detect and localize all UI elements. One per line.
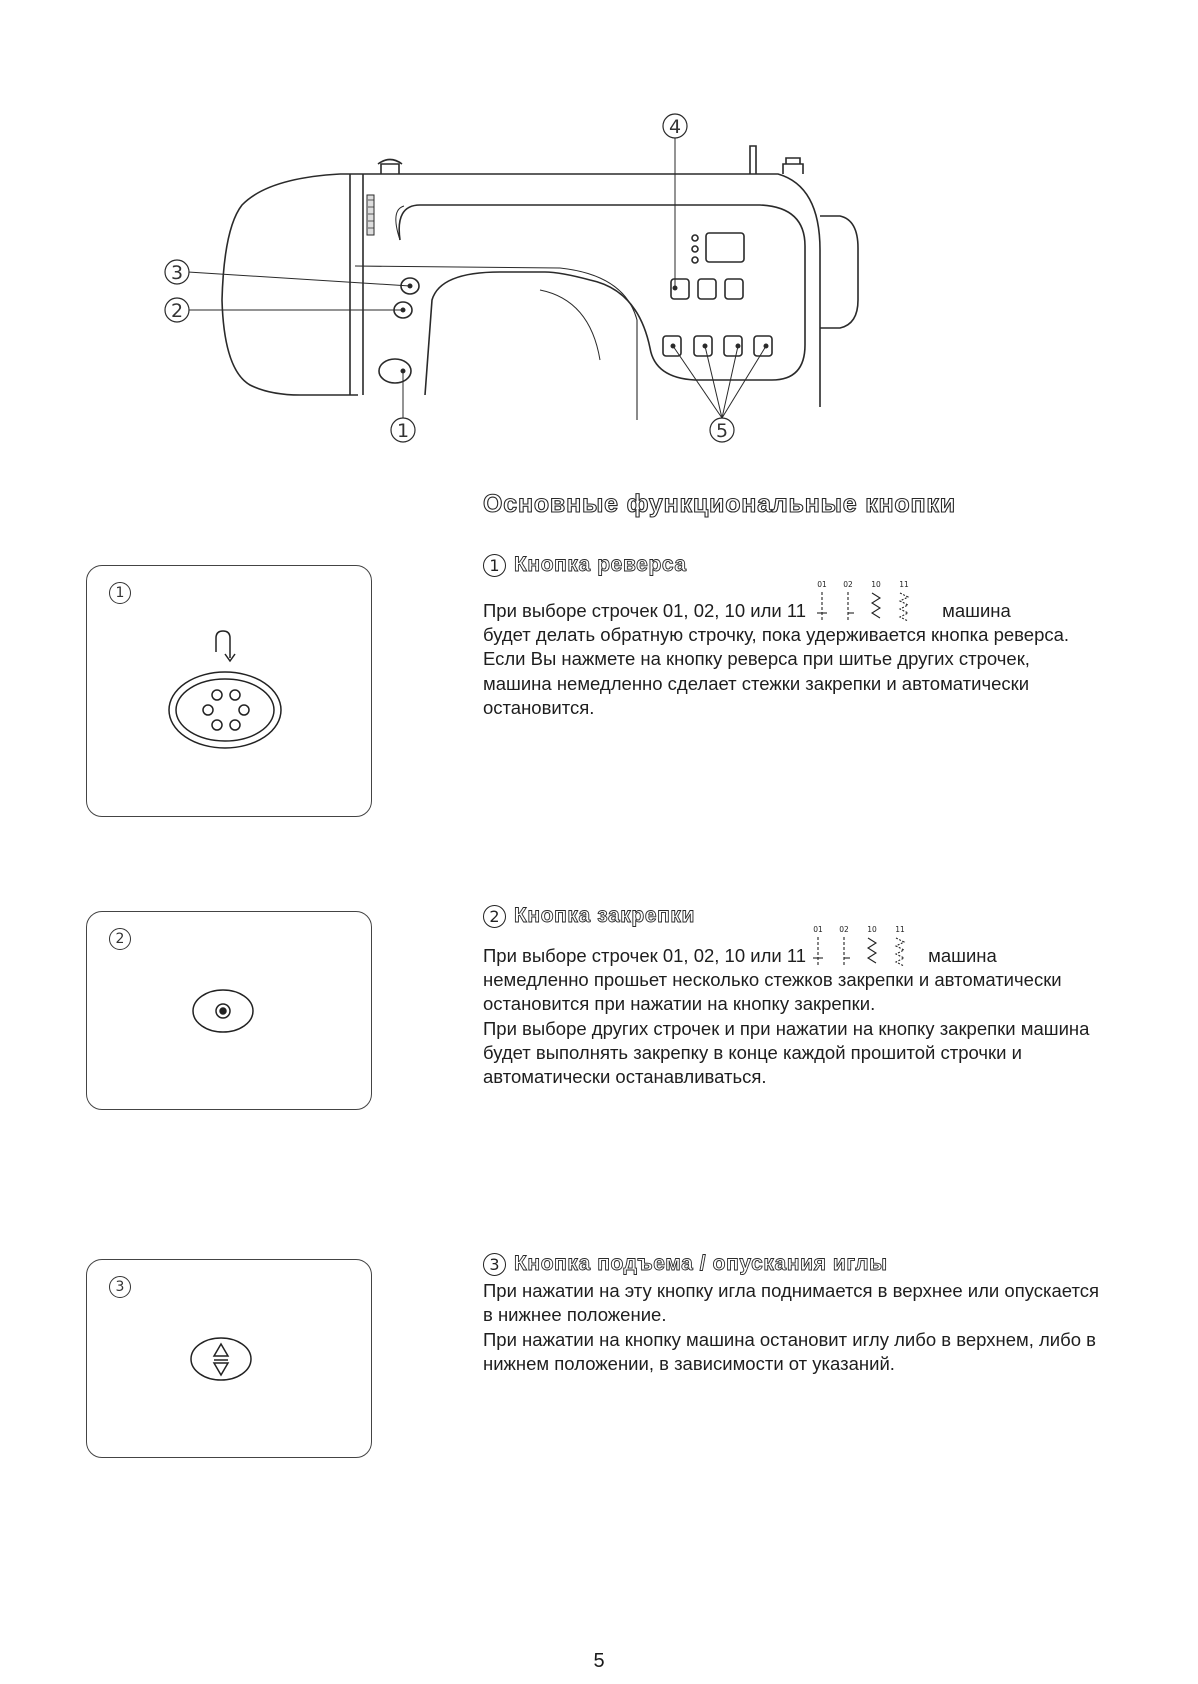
stitch-code: 01 [817,580,827,589]
callout-3: 3 [170,262,184,284]
lock-stitch-button-icon [87,912,373,1111]
paragraph: При выборе других строчек и при нажатии на кнопку закрепки машина будет выполнять закрепку в конце каждой прошитой строчки и автоматически останавливаться. [483,1017,1090,1088]
section-lock [483,904,1103,1089]
stitch-code: 01 [813,925,823,934]
section-body [483,579,1103,720]
stitch-lead-text: При выборе строчек 01, 02, 10 или 11 [483,599,807,621]
callout-1: 1 [396,420,410,442]
section-body [483,924,1103,1089]
paragraph: При нажатии на кнопку машина остановит иглу либо в верхнем, либо в нижнем положении, в зависимости от указаний. [483,1328,1096,1374]
section-header [483,1252,1103,1276]
section-title: Кнопка реверса [514,553,687,576]
callout-2: 2 [170,300,184,322]
stitch-lead-text: При выборе строчек 01, 02, 10 или 11 [483,944,807,966]
section-title: Кнопка подъема / опускания иглы [514,1252,888,1275]
panel-number: 2 [109,928,131,950]
stitch-code: 11 [895,925,905,934]
paragraph: При нажатии на эту кнопку игла поднимается в верхнее или опускается в нижнее положение. [483,1280,1100,1326]
stitch-code: 02 [839,925,849,934]
sewing-machine-diagram [0,0,1198,460]
section-body [483,1279,1103,1376]
stitch-pattern-icons [810,924,914,968]
callout-4: 4 [668,116,682,138]
section-title: Кнопка закрепки [514,904,695,927]
stitch-code: 11 [899,580,909,589]
section-number: 3 [483,1253,506,1276]
paragraph: немедленно прошьет несколько стежков закрепки и автоматически остановится при нажатии на кнопку закрепки. [483,969,1062,1015]
section-number: 1 [483,554,506,577]
section-needle-up-down [483,1252,1103,1376]
panel-reverse-button [86,565,372,817]
section-number: 2 [483,905,506,928]
stitch-pattern-icons [814,579,918,623]
needle-up-down-button-icon [87,1260,373,1459]
section-reverse [483,553,1103,720]
panel-number: 3 [109,1276,131,1298]
section-header [483,553,1103,577]
paragraph: Если Вы нажмете на кнопку реверса при шитье других строчек, машина немедленно сделает стежки закрепки и автоматически остановится. [483,648,1030,718]
stitch-code: 10 [867,925,877,934]
stitch-code: 02 [843,580,853,589]
main-title: Основные функциональные кнопки [483,490,956,518]
paragraph: будет делать обратную строчку, пока удерживается кнопка реверса. [483,624,1070,645]
stitch-tail-text: машина [942,599,1011,621]
panel-number: 1 [109,582,131,604]
callout-5: 5 [715,420,729,442]
stitch-code: 10 [871,580,881,589]
panel-lock-button [86,911,372,1110]
panel-needle-button [86,1259,372,1458]
page-number: 5 [593,1650,605,1672]
reverse-button-icon [87,566,373,818]
stitch-tail-text: машина [928,944,997,966]
